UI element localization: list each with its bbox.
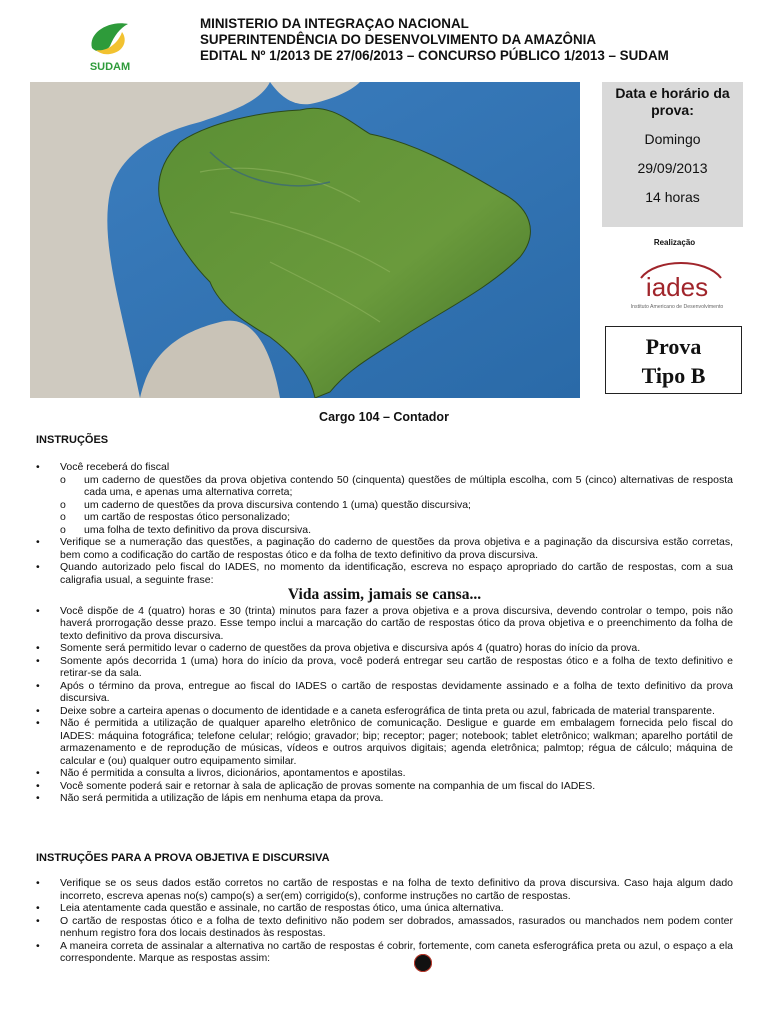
- exam-time: 14 horas: [645, 189, 700, 205]
- list-item: • Você receberá do fiscal: [36, 461, 170, 473]
- svg-text:Instituto Americano de Desenvo: Instituto Americano de Desenvolvimento: [630, 304, 724, 310]
- prova-label: Prova: [645, 334, 702, 359]
- instructions-heading: INSTRUÇÕES: [36, 434, 109, 446]
- sub-list-item: o um cartão de respostas ótico personalizado;: [60, 511, 291, 523]
- exam-info-box: [602, 82, 743, 227]
- list-item: • A maneira correta de assinalar a alternativa no cartão de respostas é cobrir, fortemente, com caneta esferográfica preta ou azul, o espaço a ela correspondente. Marque as respostas assim:: [36, 939, 733, 964]
- brazil-relief-map: [30, 82, 580, 398]
- list-item: • Quando autorizado pelo fiscal do IADES, no momento da identificação, escreva no espaço apropriado do cartão de respostas, com a sua caligrafia usual, a seguinte frase:: [36, 561, 733, 586]
- exam-info-title: Data e horário da prova:: [615, 85, 730, 118]
- identification-phrase: Vida assim, jamais se cansa...: [287, 586, 482, 603]
- exam-day: Domingo: [644, 131, 701, 147]
- list-item: • Não é permitida a utilização de qualquer aparelho eletrônico de comunicação. Desligue e guarde em embalagem fornecida pelo fiscal do IADES: máquina fotográfica; telefone celular; relógio; gravador; bip; receptor; pager; notebook; tablet eletrônico; walkman; aparelho portátil de armazenamento e de reprodução de músicas, vídeos e outros arquivos digitais; agenda eletrônica; palmtop; régua de cálculo; máquina de calcular e (ou) qualquer outro equipamento similar.: [36, 717, 733, 767]
- exam-date: 29/09/2013: [637, 160, 708, 176]
- list-item: • Não será permitida a utilização de lápis em nenhuma etapa da prova.: [36, 792, 384, 804]
- svg-text:SUDAM: SUDAM: [89, 61, 131, 73]
- header-ministry: MINISTERIO DA INTEGRAÇAO NACIONAL: [200, 16, 469, 31]
- sub-list-item: o um caderno de questões da prova objetiva contendo 50 (cinquenta) questões de múltipla escolha, com 5 (cinco) alternativas de resposta cada uma, e apenas uma alternativa correta;: [60, 473, 733, 498]
- list-item: • Verifique se a numeração das questões, a paginação do caderno de questões da prova objetiva e a paginação da discursiva estão corretas, bem como a codificação do cartão de respostas ótico e da folha de texto definitivo da prova discursiva.: [36, 536, 733, 561]
- header-superintendency: SUPERINTENDÊNCIA DO DESENVOLVIMENTO DA AMAZÔNIA: [200, 32, 597, 47]
- list-item: • O cartão de respostas ótico e a folha de texto definitivo não podem ser dobrados, amassados, rasurados ou manchados nem podem conter nenhum registro fora dos locais destinados às respostas.: [36, 914, 733, 939]
- header-edital: EDITAL Nº 1/2013 DE 27/06/2013 – CONCURSO PÚBLICO 1/2013 – SUDAM: [200, 48, 669, 63]
- tipo-label: Tipo B: [641, 363, 706, 388]
- sub-list-item: o um caderno de questões da prova discursiva contendo 1 (uma) questão discursiva;: [60, 498, 471, 511]
- list-item: • Somente após decorrida 1 (uma) hora do início da prova, você poderá entregar seu cartão de respostas ótico e a folha de texto definitivo e retirar-se da sala.: [36, 654, 733, 679]
- list-item: • Após o término da prova, entregue ao fiscal do IADES o cartão de respostas devidamente assinado e a folha de texto definitivo da prova discursiva.: [36, 679, 733, 704]
- list-item: • Deixe sobre a carteira apenas o documento de identidade e a caneta esferográfica de tinta preta ou azul, fabricada de material transparente.: [36, 704, 715, 717]
- document-header: [200, 16, 760, 64]
- list-item: • Verifique se os seus dados estão corretos no cartão de respostas e na folha de texto definitivo da prova discursiva. Caso haja algum dado incorreto, escreva apenas no(s) campo(s) a ser(em) corrigido(s), conforme instruções no cartão de respostas.: [36, 877, 733, 902]
- sub-list-item: o uma folha de texto definitivo da prova discursiva.: [60, 523, 312, 536]
- list-item: • Você dispõe de 4 (quatro) horas e 30 (trinta) minutos para fazer a prova objetiva e a prova discursiva, devendo controlar o tempo, pois não haverá prorrogação desse prazo. Esse tempo inclui a marcação do cartão de respostas ótico da prova objetiva e o preenchimento da folha de texto definitivo da prova discursiva.: [36, 604, 733, 642]
- svg-text:iades: iades: [645, 272, 709, 302]
- realizacao-label: Realização: [653, 238, 696, 247]
- prova-tipo-box: [605, 326, 742, 394]
- cargo-title: Cargo 104 – Contador: [319, 410, 449, 424]
- instructions-list: [36, 461, 733, 805]
- list-item: • Somente será permitido levar o caderno de questões da prova objetiva e discursiva após 4 (quatro) horas do início da prova.: [36, 642, 641, 654]
- list-item: • Você somente poderá sair e retornar à sala de aplicação de provas somente na companhia de um fiscal do IADES.: [36, 779, 596, 792]
- filled-answer-circle-icon: [414, 954, 432, 972]
- iades-logo: [611, 256, 743, 312]
- sudam-logo: [70, 18, 150, 76]
- objective-instructions-heading: INSTRUÇÕES PARA A PROVA OBJETIVA E DISCURSIVA: [36, 852, 330, 864]
- objective-instructions-list: [36, 877, 733, 965]
- list-item: • Não é permitida a consulta a livros, dicionários, apontamentos e apostilas.: [36, 767, 406, 779]
- list-item: • Leia atentamente cada questão e assinale, no cartão de respostas ótico, uma única alternativa.: [36, 902, 504, 914]
